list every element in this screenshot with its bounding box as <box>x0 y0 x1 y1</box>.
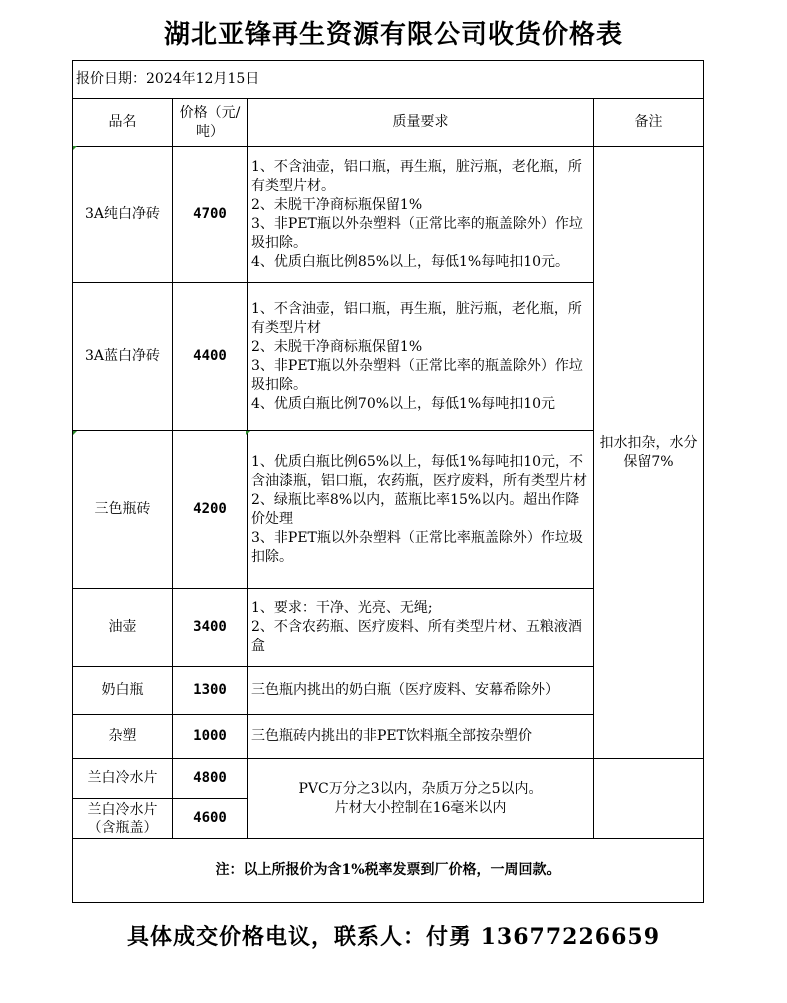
product-price: 4700 <box>173 147 248 283</box>
product-price: 1300 <box>173 667 248 715</box>
header-price: 价格（元/吨） <box>173 99 248 147</box>
quality-requirement <box>248 589 594 667</box>
quality-requirement <box>248 431 594 589</box>
remark-cell: 扣水扣杂，水分保留7% <box>594 147 704 759</box>
quality-line: 3、非PET瓶以外杂塑料（正常比率瓶盖除外）作垃圾扣除。 <box>251 529 583 565</box>
price-table <box>72 60 704 903</box>
table-row <box>73 759 704 799</box>
product-name: 油壶 <box>73 589 173 667</box>
product-name: 兰白冷水片（含瓶盖） <box>73 799 173 839</box>
quote-date: 报价日期：2024年12月15日 <box>73 61 704 99</box>
product-name: 奶白瓶 <box>73 667 173 715</box>
quality-line: 3、非PET瓶以外杂塑料（正常比率的瓶盖除外）作垃圾扣除。 <box>251 357 583 393</box>
product-price: 4200 <box>173 431 248 589</box>
quality-line: 4、优质白瓶比例70%以上，每低1%每吨扣10元 <box>251 395 556 412</box>
page-title: 湖北亚锋再生资源有限公司收货价格表 <box>163 20 623 50</box>
product-price: 1000 <box>173 715 248 759</box>
quality-line: 2、绿瓶比率8%以内，蓝瓶比率15%以内。超出作降价处理 <box>251 491 580 527</box>
quality-requirement <box>248 715 594 759</box>
quality-line: 片材大小控制在16毫米以内 <box>334 799 507 816</box>
quality-line: 三色瓶内挑出的奶白瓶（医疗废料、安幕希除外） <box>251 682 559 698</box>
product-price: 3400 <box>173 589 248 667</box>
quality-line: 1、不含油壶，铝口瓶，再生瓶，脏污瓶，老化瓶，所有类型片材。 <box>251 158 582 194</box>
contact-line: 具体成交价格电议，联系人：付勇 13677226659 <box>126 924 661 950</box>
quality-line: 2、未脱干净商标瓶保留1% <box>251 196 423 213</box>
product-price: 4400 <box>173 283 248 431</box>
quality-line: 2、未脱干净商标瓶保留1% <box>251 338 423 355</box>
quality-line: PVC万分之3以内，杂质万分之5以内。 <box>298 780 543 797</box>
header-quality: 质量要求 <box>248 99 594 147</box>
product-name: 3A蓝白净砖 <box>73 283 173 431</box>
header-remark: 备注 <box>594 99 704 147</box>
product-name: 兰白冷水片 <box>73 759 173 799</box>
product-name: 杂塑 <box>73 715 173 759</box>
header-name: 品名 <box>73 99 173 147</box>
quality-line: 三色瓶砖内挑出的非PET饮料瓶全部按杂塑价 <box>251 728 532 744</box>
remark-empty <box>594 759 704 839</box>
product-price: 4800 <box>173 759 248 799</box>
quality-line: 1、要求：干净、光亮、无绳; <box>251 600 433 616</box>
quality-line: 2、不含农药瓶、医疗废料、所有类型片材、五粮液酒盒 <box>251 619 582 654</box>
table-row <box>73 147 704 283</box>
quality-line: 3、非PET瓶以外杂塑料（正常比率的瓶盖除外）作垃圾扣除。 <box>251 215 583 251</box>
quality-requirement <box>248 147 594 283</box>
product-price: 4600 <box>173 799 248 839</box>
cell-marker-icon <box>73 146 77 150</box>
product-name: 三色瓶砖 <box>73 431 173 589</box>
cell-marker-icon <box>73 431 77 435</box>
quality-line: 4、优质白瓶比例85%以上，每低1%每吨扣10元。 <box>251 253 570 270</box>
quality-line: 1、不含油壶，铝口瓶，再生瓶，脏污瓶，老化瓶，所有类型片材 <box>251 300 582 336</box>
quality-requirement <box>248 667 594 715</box>
footer-note: 注：以上所报价为含1%税率发票到厂价格，一周回款。 <box>73 839 704 903</box>
product-name: 3A纯白净砖 <box>73 147 173 283</box>
flake-quality <box>248 759 594 839</box>
quality-requirement <box>248 283 594 431</box>
quality-line: 1、优质白瓶比例65%以上，每低1%每吨扣10元，不含油漆瓶，铝口瓶，农药瓶，医疗废料，所有类型片材 <box>251 453 587 489</box>
cell-marker-icon <box>246 431 250 435</box>
